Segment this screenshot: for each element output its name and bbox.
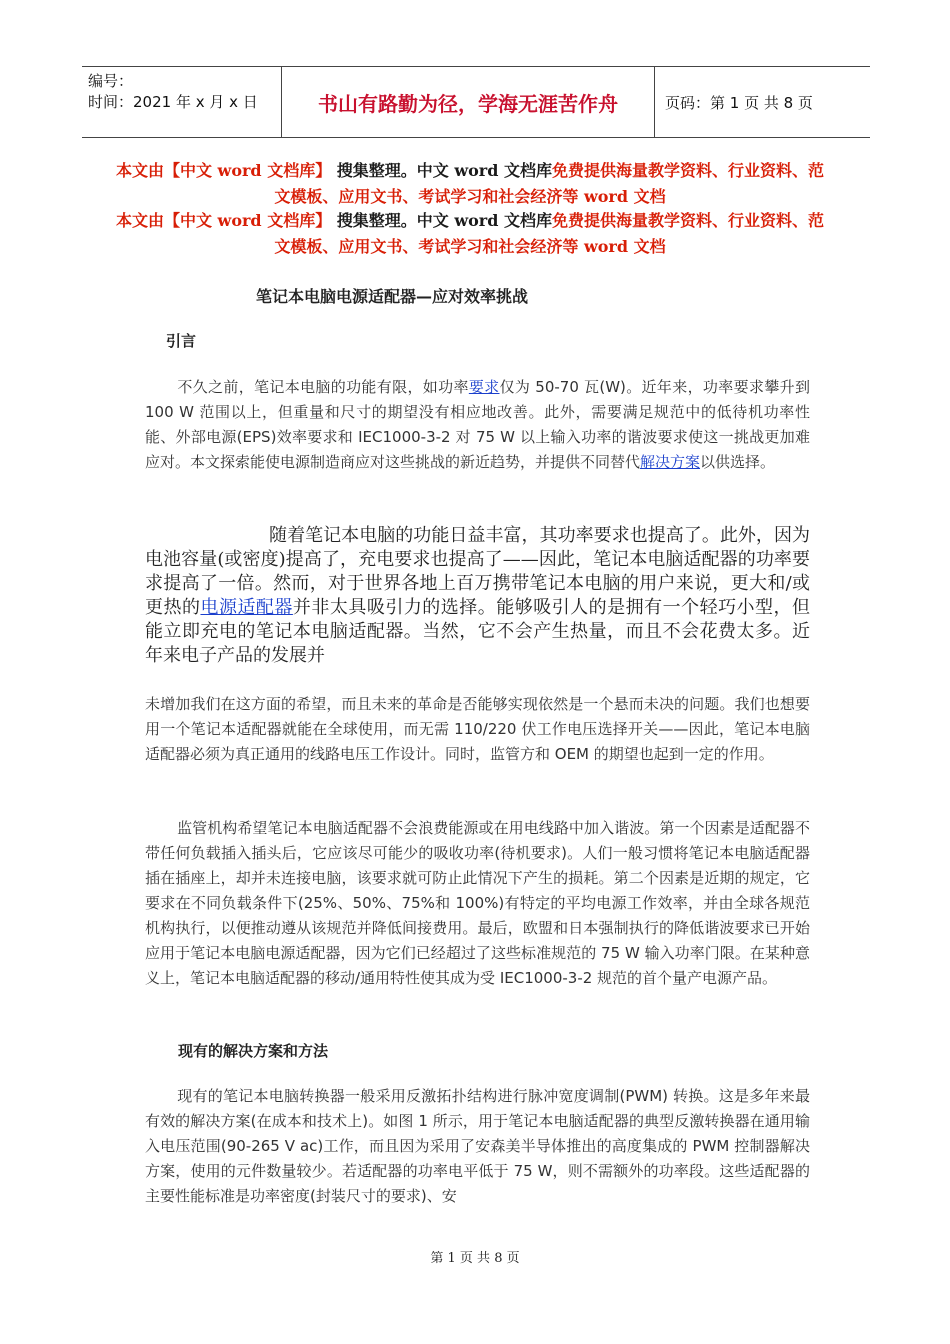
source-notice-2: 本文由【中文 word 文档库】 搜集整理。中文 word 文档库免费提供海量教学资料、行业资料、范文模板、应用文书、考试学习和社会经济等 word 文档	[115, 211, 824, 256]
doc-time-label: 时间：2021 年 x 月 x 日	[88, 93, 258, 111]
link-requirement[interactable]: 要求	[468, 378, 500, 396]
doc-number-label: 编号：	[88, 72, 134, 90]
paragraph-4: 监管机构希望笔记本电脑适配器不会浪费能源或在用电线路中加入谐波。第一个因素是适配器不带任何负载插入插头后，它应该尽可能少的吸收功率(待机要求)。人们一般习惯将笔记本电脑适配器插在插座上，却并未连接电脑，该要求就可防止此情况下产生的损耗。第二个因素是近期的规定，它要求在不同负载条件下(25%、50%、75%和 100%)有特定的平均电源工作效率，并由全球各规范机构执行，以便推动遵从该规范并降低间接费用。最后，欧盟和日本强制执行的降低谐波要求已开始应用于笔记本电脑电源适配器，因为它们已经超过了这些标准规范的 75 W 输入功率门限。在某种意义上，笔记本电脑适配器的移动/通用特性使其成为受 IEC1000-3-2 规范的首个量产电源产品。	[145, 819, 810, 987]
page-footer: 第 1 页 共 8 页	[430, 1251, 520, 1266]
section-heading: 现有的解决方案和方法	[178, 1042, 329, 1060]
paragraph-5: 现有的笔记本电脑转换器一般采用反激拓扑结构进行脉冲宽度调制(PWM) 转换。这是多年来最有效的解决方案(在成本和技术上)。如图 1 所示，用于笔记本电脑适配器的典型反激转换器在通用输入电压范围(90-265 V ac)工作，而且因为采用了安森美半导体推出的高度集成的 PWM 控制器解决方案，使用的元件数量较少。若适配器的功率电平低于 75 W，则不需额外的功率段。这些适配器的主要性能标准是功率密度(封装尺寸的要求)、安	[145, 1087, 810, 1205]
paragraph-2: 随着笔记本电脑的功能日益丰富，其功率要求也提高了。此外，因为电池容量(或密度)提高了，充电要求也提高了——因此，笔记本电脑适配器的功率要求提高了一倍。然而，对于世界各地上百万携带笔记本电脑的用户来说，更大和/或更热的电源适配器并非太具吸引力的选择。能够吸引人的是拥有一个轻巧小型，但能立即充电的笔记本电脑适配器。当然，它不会产生热量，而且不会花费太多。近年来电子产品的发展并	[145, 525, 811, 666]
header-motto: 书山有路勤为径，学海无涯苦作舟	[282, 67, 655, 137]
header-page-info: 页码：第 1 页 共 8 页	[665, 93, 813, 112]
paragraph-1: 不久之前，笔记本电脑的功能有限，如功率要求仅为 50-70 瓦(W)。近年来，功率要求攀升到 100 W 范围以上，但重量和尺寸的期望没有相应地改善。此外，需要满足规范中的低待机功率性能、外部电源(EPS)效率要求和 IEC1000-3-2 对 75 W 以上输入功率的谐波要求使这一挑战更加难应对。本文探索能使电源制造商应对这些挑战的新近趋势，并提供不同替代解决方案以供选择。	[145, 378, 810, 471]
link-power-adapter[interactable]: 电源适配器	[200, 597, 293, 618]
source-notice-1: 本文由【中文 word 文档库】 搜集整理。中文 word 文档库免费提供海量教学资料、行业资料、范文模板、应用文书、考试学习和社会经济等 word 文档	[115, 161, 824, 206]
header-meta	[82, 67, 282, 137]
header-table	[82, 66, 870, 138]
link-solution[interactable]: 解决方案	[640, 453, 701, 471]
paragraph-3: 未增加我们在这方面的希望，而且未来的革命是否能够实现依然是一个悬而未决的问题。我们也想要用一个笔记本适配器就能在全球使用，而无需 110/220 伏工作电压选择开关——因此，笔记本电脑适配器必须为真正通用的线路电压工作设计。同时，监管方和 OEM 的期望也起到一定的作用。	[145, 695, 810, 763]
page-title: 笔记本电脑电源适配器—应对效率挑战	[256, 287, 529, 306]
intro-heading: 引言	[166, 332, 197, 350]
